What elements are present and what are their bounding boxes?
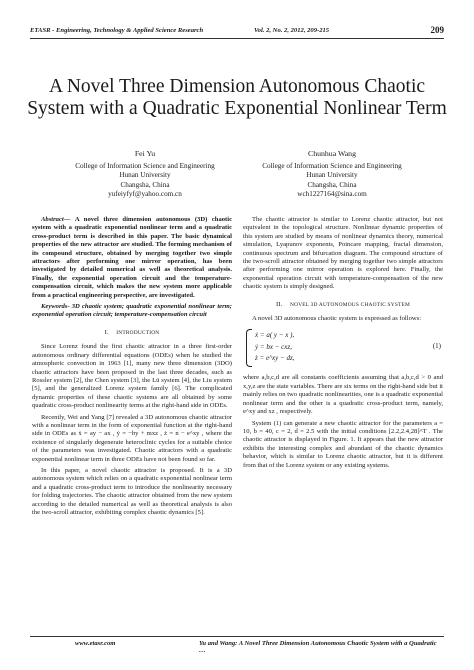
- equation-line-y: ẏ = bx − cxz,: [255, 342, 292, 351]
- author-email: yufeiyfyf@yahoo.com.cn: [108, 190, 182, 199]
- author-name: Fei Yu: [134, 149, 156, 158]
- equation-explanation-paragraph: where a,b,c,d are all constants coefficients assuming that a,b,c,d > 0 and x,y,z are the state variables. There are six terms on the right-hand side but it mainly relies on two quadratic nonlinearities, one is a quadratic exponential nonlinear term and the other is a quadratic cross-product term, namely, e^xy and xz , respectively.: [243, 374, 443, 416]
- equation-1: [243, 328, 443, 368]
- equation-brace: [246, 329, 252, 367]
- author-email: wch1227164@sina.com: [297, 190, 367, 199]
- author-dept: College of Information Science and Engineering: [75, 161, 215, 170]
- journal-name: ETASR - Engineering, Technology & Applied Science Research: [30, 27, 204, 34]
- section-title: NOVEL 3D AUTONOMOUS CHAOTIC SYSTEM: [290, 301, 411, 308]
- right-column: [243, 216, 443, 473]
- issue-info: Vol. 2, No. 2, 2012, 209-215: [254, 27, 330, 34]
- keywords: [32, 303, 232, 320]
- intro-paragraph-4: The chaotic attractor is similar to Lorenz chaotic attractor, but not equivalent in the topological structure. Nonlinear dynamic properties of this system are studied by means of nonlinear dynamics theory, numerical simulation, Lyapunov exponents, Poincare mapping, fractal dimension, continuous spectrum and bifurcation diagram. The compound structure of the two-scroll attractor obtained by merging together two simple attractors after performing one mirror operation is explored here. Finally, the exponential operation circuit with temperature-compensation of the new chaotic system is simply designed.: [243, 216, 443, 291]
- equation-number: (1): [432, 342, 441, 351]
- section-number: II.: [275, 300, 283, 308]
- equation-lines: [255, 330, 294, 365]
- author-block-1: [45, 149, 245, 200]
- section-number: I.: [104, 328, 109, 336]
- keywords-text: 3D chaotic system; quadratic exponential nonlinear term; exponential operation circuit; temperature-compensation circuit: [32, 303, 232, 319]
- author-city: Changsha, China: [307, 180, 357, 189]
- intro-paragraph-2: Recently, Wei and Yang [7] revealed a 3D autonomous chaotic attractor with a nonlinear term in the form of exponential function at the right-hand side in ODEs as ẋ = ay − ax , ẏ = −by + mxz , ż = n − e^xy , where the existence of singularly degenerate heteroclinic cycles for a suitable choice of the parameters was investigated. Chaotic attractors with a quadratic exponential nonlinear term in three ODEs have not been found so far.: [32, 413, 232, 463]
- author-university: Hunan University: [119, 171, 171, 180]
- running-header: [30, 25, 444, 37]
- author-university: Hunan University: [306, 171, 358, 180]
- abstract-text: A novel three dimension autonomous (3D) chaotic system with a quadratic exponential nonlinear term and a quadratic cross-product term is described in this paper. The basic dynamical properties of the new attractor are studied. The forming mechanism of its compound structure, obtained by merging together two simple attractors after performing one mirror operation, has been investigated by detailed numerical as well as theoretical analysis. Finally, the exponential operation circuit and the temperature-compensation circuit, which makes the new system more applicable from a practical engineering perspective, are investigated.: [32, 216, 232, 299]
- section-heading-2: [243, 301, 443, 309]
- system-intro-paragraph: A novel 3D autonomous chaotic system is expressed as follows:: [252, 315, 422, 323]
- footer-site: www.etasr.com: [75, 640, 116, 647]
- left-column: [32, 216, 232, 520]
- abstract: [32, 216, 232, 300]
- section-heading-intro: [32, 329, 232, 337]
- page-number: 209: [430, 25, 444, 35]
- running-footer: [30, 640, 444, 654]
- author-block-2: [232, 149, 432, 200]
- equation-line-x: ẋ = a( y − x ),: [255, 331, 295, 340]
- equation-line-z: ż = e^xy − dz,: [255, 354, 295, 363]
- header-rule: [30, 38, 444, 39]
- intro-paragraph-1: Since Lorenz found the first chaotic attractor in a three first-order autonomous ordinary differential equations (ODEs) when he studied the atmospheric convection in 1963 [1], many new three dimension (3DO) chaotic attractors have been proposed in the last three decades, such as Rossler system [2], the Chen system [3], the Lü system [4], the Liu system [5], and the generalized Lorenz system family [6]. The complicated dynamic properties of these chaotic systems are all obtained by some quadratic cross-product nonlinearity terms at the right-hand side in ODEs.: [32, 343, 232, 410]
- footer-rule: [30, 636, 444, 637]
- keywords-label: Keywords-: [41, 303, 70, 311]
- intro-paragraph-3: In this paper, a novel chaotic attractor is proposed. It is a 3D autonomous system which relies on a quadratic exponential nonlinear term and a quadratic cross-product term to introduce the nonlinearity necessary for folding trajectories. The chaotic attractor obtained from the new system according to the detailed numerical as well as theoretical analysis is also the two-scroll attractor, exhibiting complex chaotic dynamics [5].: [32, 466, 232, 516]
- section-title: INTRODUCTION: [116, 329, 160, 336]
- author-dept: College of Information Science and Engineering: [262, 161, 402, 170]
- abstract-label: Abstract—: [41, 216, 71, 223]
- footer-running-title: Yu and Wang: A Novel Three Dimension Autonomous Chaotic System with a Quadratic …: [199, 640, 437, 654]
- attractor-paragraph: System (1) can generate a new chaotic attractor for the parameters a = 10, b = 40, c = 2, d = 2.5 with the initial conditions [2.2,2.4,28]^T . The chaotic attractor is displayed in Figure. 1. It appears that the new attractor exhibits the interesting complex and abundant of the chaotic dynamics behavior, which is similar to Lorenz chaotic attractor, but it is different from that of the Lorenz system or any existing systems.: [243, 419, 443, 469]
- paper-title: A Novel Three Dimension Autonomous Chaotic System with a Quadratic Exponential Nonlinear Term: [27, 76, 447, 119]
- author-name: Chunhua Wang: [308, 149, 356, 158]
- author-city: Changsha, China: [120, 180, 170, 189]
